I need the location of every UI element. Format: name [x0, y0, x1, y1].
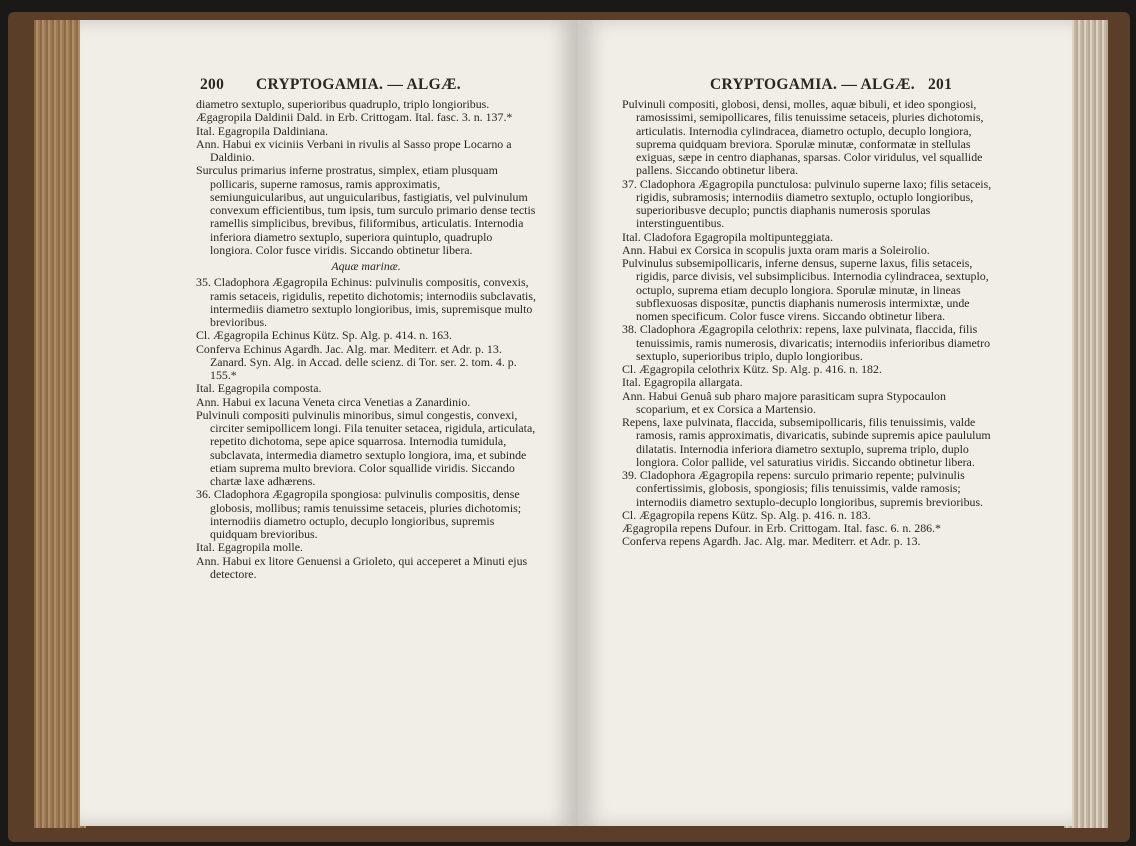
right-page — [578, 20, 1072, 826]
paragraph: Ital. Egagropila molle. — [196, 540, 303, 555]
paragraph: Cl. Ægagropila celothrix Kütz. Sp. Alg. p. 416. n. 182. — [622, 362, 882, 376]
paragraph: Pulvinulus subsemipollicaris, inferne densus, superne laxus, filis setaceis, rigidis, parce divisis, vel subsimplicibus. Internodia cylindracea, sextuplo, octuplo, suprema etiam decuplo longiora. Sporulæ minutæ, in lineas subflexuosas dispositæ, punctis diaphanis numerosis intermixtæ, unde nomen specificum. Color fusce virens. Siccando obtinetur libera. — [622, 256, 989, 323]
paragraph: Ann. Habui Genuâ sub pharo majore parasiticam supra Stypocaulon scoparium, et ex Corsica a Martensio. — [622, 388, 946, 416]
left-page-edges — [34, 20, 86, 828]
paragraph: Conferva repens Agardh. Jac. Alg. mar. Mediterr. et Adr. p. 13. — [622, 534, 921, 549]
paragraph: Ital. Cladofora Egagropila moltipunteggiata. — [622, 229, 833, 244]
page-body — [622, 98, 996, 549]
paragraph: diametro sextuplo, superioribus quadruplo, triplo longioribus. — [196, 97, 490, 111]
paragraph: Conferva Echinus Agardh. Jac. Alg. mar. Mediterr. et Adr. p. 13. Zanard. Syn. Alg. in Accad. delle scienz. di Tor. ser. 2. tom. 4. p. 155.* — [196, 341, 517, 382]
paragraph: Pulvinuli compositi, globosi, densi, molles, aquæ bibuli, et ideo spongiosi, ramosissimi, semipollicares, filis tenuissime setaceis, pluries dichotomis, articulatis. Internodia cylindracea, diametro octuplo, decuplo longiora, suprema quidquam breviora. Sporulæ minutæ, conformatæ in stellulas exiguas, sæpe in centro diaphanas, sparsas. Color viridulus, vel squallide pallens. Siccando obtinetur libera. — [622, 97, 984, 178]
paragraph: Ann. Habui ex viciniis Verbani in rivulis al Sasso prope Locarno a Daldinio. — [196, 136, 512, 164]
paragraph: Surculus primarius inferne prostratus, simplex, etiam plusquam pollicaris, superne ramosus, ramis approximatis, semiunguicularibus, aut unguicularibus, fastigiatis, vel pulvinulum convexum efficientibus, tum ipsis, tum surculo primario dense tectis ramellis simplicibus, brevibus, filiformibus, articulatis. Internodia inferiora diametro sextuplo, superiora quintuplo, quadruplo longiora. Color fusce viridis. Siccando obtinetur libera. — [196, 163, 536, 257]
running-head: CRYPTOGAMIA. — ALGÆ. — [710, 76, 915, 93]
paragraph: Ital. Egagropila Daldiniana. — [196, 123, 329, 138]
page-body — [196, 98, 536, 581]
running-head: CRYPTOGAMIA. — ALGÆ. — [256, 76, 461, 93]
paragraph: Repens, laxe pulvinata, flaccida, subsemipollicaris, filis tenuissimis, valde ramosis, ramis approximatis, divaricatis, subinde supremis apice paululum dilatatis. Internodia inferiora diametro sextuplo, suprema triplo, duplo longiora. Color pallide, vel saturatius viridis. Siccando obtinetur libera. — [622, 415, 991, 469]
paragraph: Ægagropila Daldinii Dald. in Erb. Crittogam. Ital. fasc. 3. n. 137.* — [196, 110, 513, 125]
paragraph: Ital. Egagropila composta. — [196, 381, 322, 396]
paragraph: 35. Cladophora Ægagropila Echinus: pulvinulis compositis, convexis, ramis setaceis, rigidulis, repetito dichotomis; internodiis subclavatis, intermediis diametro sextuplo longioribus, imis, supremisque multo brevioribus. — [196, 275, 536, 329]
paragraph: Ann. Habui ex litore Genuensi a Grioleto, qui acceperet a Minuti ejus detectore. — [196, 553, 528, 581]
page-number: 201 — [928, 76, 953, 93]
paragraph: Ann. Habui ex Corsica in scopulis juxta oram maris a Soleirolio. — [622, 242, 930, 257]
page-number: 200 — [200, 76, 225, 93]
paragraph: Ann. Habui ex lacuna Veneta circa Venetias a Zanardinio. — [196, 394, 471, 409]
paragraph: Ital. Egagropila allargata. — [622, 375, 743, 390]
paragraph: 38. Cladophora Ægagropila celothrix: repens, laxe pulvinata, flaccida, filis tenuissimis, ramis numerosis, divaricatis; internodiis inferioribus diametro sextuplo, superioribus triplo, duplo longioribus. — [622, 322, 991, 363]
section-heading: Aquæ marinæ. — [331, 259, 401, 273]
paragraph: 39. Cladophora Ægagropila repens: surculo primario repente; pulvinulis confertissimis, globosis, spongiosis; filis tenuissimis, valde ramosis; internodiis diametro sextuplo-decuplo longioribus, supremis brevioribus. — [622, 468, 984, 509]
paragraph: 37. Cladophora Ægagropila punctulosa: pulvinulo superne laxo; filis setaceis, rigidis, subramosis; internodiis diametro sextuplo, octuplo longioribus, superioribusve decuplo; punctis diaphanis numerosis sporulas interstinguentibus. — [622, 176, 992, 231]
paragraph: Cl. Ægagropila repens Kütz. Sp. Alg. p. 416. n. 183. — [622, 507, 871, 522]
left-page — [80, 20, 578, 826]
paragraph: Ægagropila repens Dufour. in Erb. Crittogam. Ital. fasc. 6. n. 286.* — [622, 521, 941, 535]
paragraph: Pulvinuli compositi pulvinulis minoribus, simul congestis, convexi, circiter semipollicem longi. Fila tenuiter setacea, rigidula, articulata, repetito dichotoma, sepe apice squarrosa. Internodia tumidula, subclavata, intermedia diametro sextuplo longiora, ima, et subinde etiam suprema multo breviora. Color squallide viridis. Siccando chartæ laxe adhærens. — [196, 407, 536, 488]
paragraph: Cl. Ægagropila Echinus Kütz. Sp. Alg. p. 414. n. 163. — [196, 328, 452, 343]
paragraph: 36. Cladophora Ægagropila spongiosa: pulvinulis compositis, dense globosis, mollibus; ramis tenuissime setaceis, pluries dichotomis; internodiis diametro octuplo, decuplo longioribus, supremis quidquam brevioribus. — [196, 487, 522, 541]
